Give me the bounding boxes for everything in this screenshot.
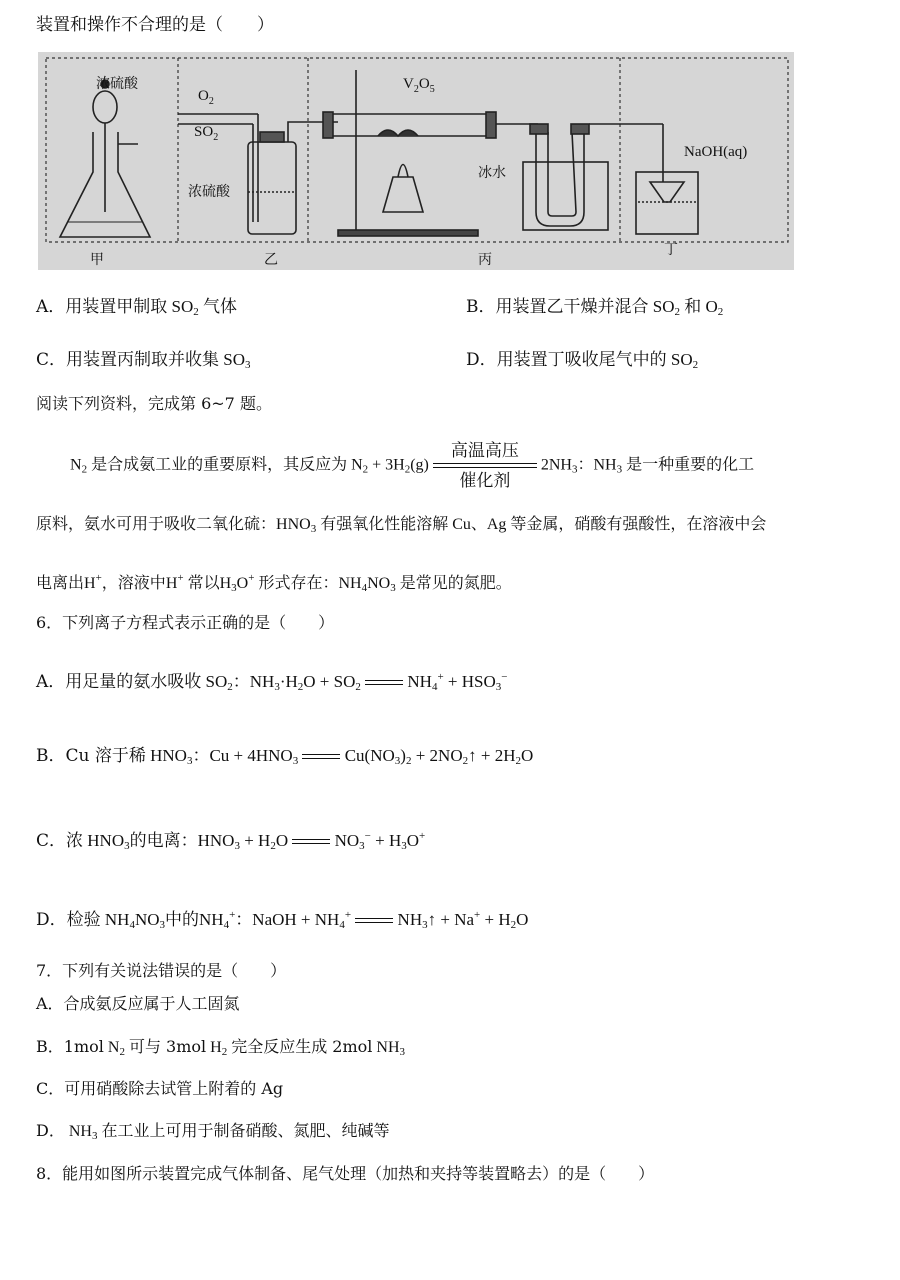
- q8-stem: 8．能用如图所示装置完成气体制备、尾气处理（加热和夹持等装置略去）的是（ ）: [36, 1164, 655, 1183]
- apparatus-figure: [38, 52, 794, 270]
- label-naoh: NaOH(aq): [684, 144, 748, 160]
- reading-line-1: $N_2$ 是合成氨工业的重要原料，其反应为 $N_2 + 3H_2(g)$ 高温高压 催化剂 $2NH_3$：$NH_3$ 是一种重要的化工: [70, 441, 755, 491]
- q6-stem: 6．下列离子方程式表示正确的是（ ）: [36, 613, 335, 632]
- q7-option-d: D． $NH_3$ 在工业上可用于制备硝酸、氮肥、纯碱等: [36, 1121, 390, 1142]
- label-jia: 甲: [90, 252, 104, 268]
- reading-line-3: 电离出H+，溶液中H+ 常以$H_3O^+$ 形式存在：$NH_4NO_3$ 是常见的氮肥。: [36, 572, 512, 594]
- q7-option-a: A．合成氨反应属于人工固氮: [36, 994, 240, 1013]
- label-o2: $O_2$: [198, 88, 214, 107]
- reading-line-2: 原料，氨水可用于吸收二氧化硫：$HNO_3$ 有强氧化性能溶解 Cu、Ag 等金属，硝酸有强酸性，在溶液中会: [36, 516, 767, 535]
- label-ding: 丁: [664, 242, 678, 258]
- label-bottle-acid: 浓硫酸: [188, 184, 230, 200]
- label-flask-acid: 浓硫酸: [96, 76, 138, 92]
- q6-option-a: A．用足量的氨水吸收 $SO_2$：$NH_3\cdot H_2O + SO_2$ $NH_4^+ + HSO_3^-$: [36, 671, 508, 693]
- apparatus-drawing: [38, 52, 794, 270]
- q5-stem: 装置和操作不合理的是（ ）: [36, 15, 274, 35]
- label-icewater: 冰水: [478, 165, 506, 181]
- reading-intro: 阅读下列资料，完成第 6~7 题。: [36, 394, 272, 413]
- q6-option-c: C．浓 $HNO_3$的电离：$HNO_3 + H_2O$ $NO_3^- + H_3O^+$: [36, 830, 426, 852]
- q6-option-b: B．Cu 溶于稀 $HNO_3$：$Cu + 4HNO_3$ $Cu(NO_3)_2$ + $2NO_2↑ + 2H_2O$: [36, 746, 534, 767]
- label-bing: 丙: [478, 252, 492, 268]
- q5-option-a: A．用装置甲制取 $SO_2$ 气体: [36, 297, 238, 318]
- reaction-conditions: 高温高压 催化剂: [433, 440, 537, 492]
- q7-option-b: B．1mol $N_2$ 可与 3mol $H_2$ 完全反应生成 2mol $NH_3$: [36, 1037, 406, 1058]
- label-so2: $SO_2$: [194, 124, 219, 143]
- q6-option-d: D．检验 $NH_4NO_3$中的$NH_4^+$：NaOH + $NH_4^+$ $NH_3↑ + Na^+ + H_2O$: [36, 909, 529, 931]
- label-yi: 乙: [264, 252, 278, 268]
- label-v2o5: $V_2O_5$: [403, 76, 435, 95]
- q7-option-c: C．可用硝酸除去试管上附着的 Ag: [36, 1079, 284, 1098]
- q5-option-d: D．用装置丁吸收尾气中的 $SO_2$: [466, 350, 699, 371]
- q5-option-c: C．用装置丙制取并收集 $SO_3$: [36, 350, 251, 371]
- q7-stem: 7．下列有关说法错误的是（ ）: [36, 961, 287, 980]
- q5-option-b: B．用装置乙干燥并混合 $SO_2$ 和 $O_2$: [466, 297, 724, 318]
